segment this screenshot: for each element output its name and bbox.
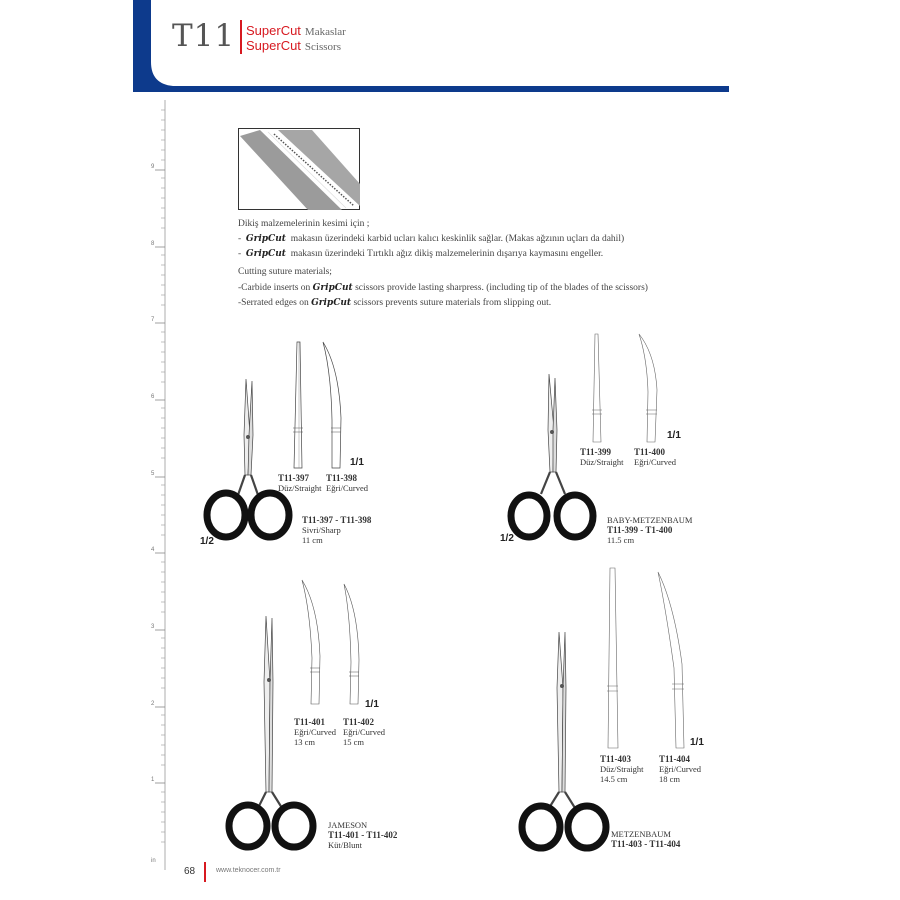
tip-code: T11-400 <box>634 447 666 457</box>
page-code-title: T11 <box>172 18 236 54</box>
tip-code: T11-401 <box>294 717 326 727</box>
tip-desc: Eğri/Curved <box>326 483 369 493</box>
ruler-label: 5 <box>151 471 155 477</box>
product-range: T11-403 - T11-404 <box>611 839 681 849</box>
tip-label-t11-397 <box>278 473 321 493</box>
tip-size: 13 cm <box>294 737 316 747</box>
intro-heading-tr: Dikiş malzemelerinin kesimi için ; <box>238 219 370 229</box>
product-caption-t11-399-400 <box>607 515 692 545</box>
product-caption-t11-401-402 <box>328 820 397 850</box>
ruler-label: 6 <box>151 394 155 400</box>
ruler-label: 7 <box>151 317 155 323</box>
tip-label-t11-401 <box>294 717 336 747</box>
website-link[interactable]: www.teknocer.com.tr <box>216 867 281 874</box>
gripcut-logo: GripCut <box>245 249 286 259</box>
tip-desc: Eğri/Curved <box>659 764 702 774</box>
product-range: T11-397 - T11-398 <box>302 515 372 525</box>
tip-desc: Düz/Straight <box>580 457 624 467</box>
scale-tip: 1/1 <box>365 699 379 710</box>
tip-code: T11-397 <box>278 473 310 483</box>
scale-tip: 1/1 <box>667 430 681 441</box>
footer-divider <box>204 862 206 882</box>
tip-code: T11-404 <box>659 754 691 764</box>
product-range: T11-401 - T11-402 <box>328 830 398 840</box>
tip-label-t11-404 <box>659 754 701 784</box>
blade-tips-t11-401-402 <box>290 576 370 708</box>
intro-line-2 <box>238 249 603 259</box>
ruler-label: 4 <box>151 547 155 553</box>
product-size: 11.5 cm <box>607 535 635 545</box>
tip-desc: Eğri/Curved <box>294 727 337 737</box>
ruler-label: 2 <box>151 701 155 707</box>
product-caption-t11-397-398 <box>302 515 371 545</box>
tip-label-t11-403 <box>600 754 643 784</box>
intro-line-2-text: makasın üzerindeki Tırtıklı ağız dikiş malzemelerinin dışarıya kaymasını engeller. <box>290 249 604 259</box>
subtitle-tr: Makaslar <box>304 26 346 38</box>
product-name: BABY-METZENBAUM <box>607 515 693 525</box>
gripcut-logo: GripCut <box>312 283 353 293</box>
tip-label-t11-398 <box>326 473 368 493</box>
intro-line-4 <box>238 298 551 308</box>
gripcut-logo: GripCut <box>245 234 286 244</box>
ruler-label: 8 <box>151 241 155 247</box>
scissors-image-t11-397 <box>200 375 295 550</box>
intro-heading-en: Cutting suture materials; <box>238 267 332 277</box>
tip-code: T11-403 <box>600 754 632 764</box>
blade-tips-t11-403-404 <box>600 564 700 754</box>
product-caption-t11-403-404 <box>611 829 680 849</box>
tip-desc: Düz/Straight <box>278 483 322 493</box>
brand-name-2: SuperCut <box>246 38 301 53</box>
tip-code: T11-398 <box>326 473 358 483</box>
scale-tip: 1/1 <box>690 737 704 748</box>
intro-line-3-prefix: -Carbide inserts on <box>238 283 311 293</box>
product-type: Sivri/Sharp <box>302 525 341 535</box>
header-divider <box>240 20 242 54</box>
intro-line-3 <box>238 283 648 293</box>
tip-size: 14.5 cm <box>600 774 628 784</box>
tip-desc: Eğri/Curved <box>343 727 386 737</box>
tip-label-t11-400 <box>634 447 676 467</box>
intro-line-3-text: scissors provide lasting sharpress. (including tip of the blades of the scissors) <box>355 283 648 293</box>
tip-code: T11-399 <box>580 447 612 457</box>
ruler-label: in <box>151 858 156 864</box>
product-type: Küt/Blunt <box>328 840 363 850</box>
scale-main: 1/2 <box>500 533 514 544</box>
product-range: T11-399 - T1-400 <box>607 525 673 535</box>
bullet: - <box>238 249 242 259</box>
page-number: 68 <box>184 866 196 877</box>
scale-tip: 1/1 <box>350 457 364 468</box>
bullet: - <box>238 234 242 244</box>
intro-line-1-text: makasın üzerindeki karbid ucları kalıcı keskinlik sağlar. (Makas ağzının uçları da dahil) <box>290 234 625 244</box>
measurement-ruler <box>150 100 170 870</box>
gripcut-logo: GripCut <box>311 298 352 308</box>
tip-code: T11-402 <box>343 717 375 727</box>
subtitle-en: Scissors <box>304 41 341 53</box>
tip-desc: Düz/Straight <box>600 764 644 774</box>
tip-size: 15 cm <box>343 737 365 747</box>
tip-label-t11-399 <box>580 447 623 467</box>
header-brand-block <box>246 24 346 54</box>
ruler-label: 9 <box>151 164 155 170</box>
blade-closeup-image <box>238 128 360 210</box>
intro-line-4-prefix: -Serrated edges on <box>238 298 309 308</box>
scale-main: 1/2 <box>200 536 214 547</box>
blade-tips-t11-399-400 <box>585 330 675 448</box>
product-name: METZENBAUM <box>611 829 671 839</box>
blade-tips-t11-397-398 <box>285 338 355 470</box>
brand-name: SuperCut <box>246 23 301 38</box>
tip-label-t11-402 <box>343 717 385 747</box>
tip-size: 18 cm <box>659 774 681 784</box>
ruler-label: 3 <box>151 624 155 630</box>
ruler-label: 1 <box>151 777 155 783</box>
intro-line-4-text: scissors prevents suture materials from slipping out. <box>353 298 552 308</box>
product-name: JAMESON <box>328 820 368 830</box>
product-size: 11 cm <box>302 535 323 545</box>
intro-line-1 <box>238 234 624 244</box>
tip-desc: Eğri/Curved <box>634 457 677 467</box>
